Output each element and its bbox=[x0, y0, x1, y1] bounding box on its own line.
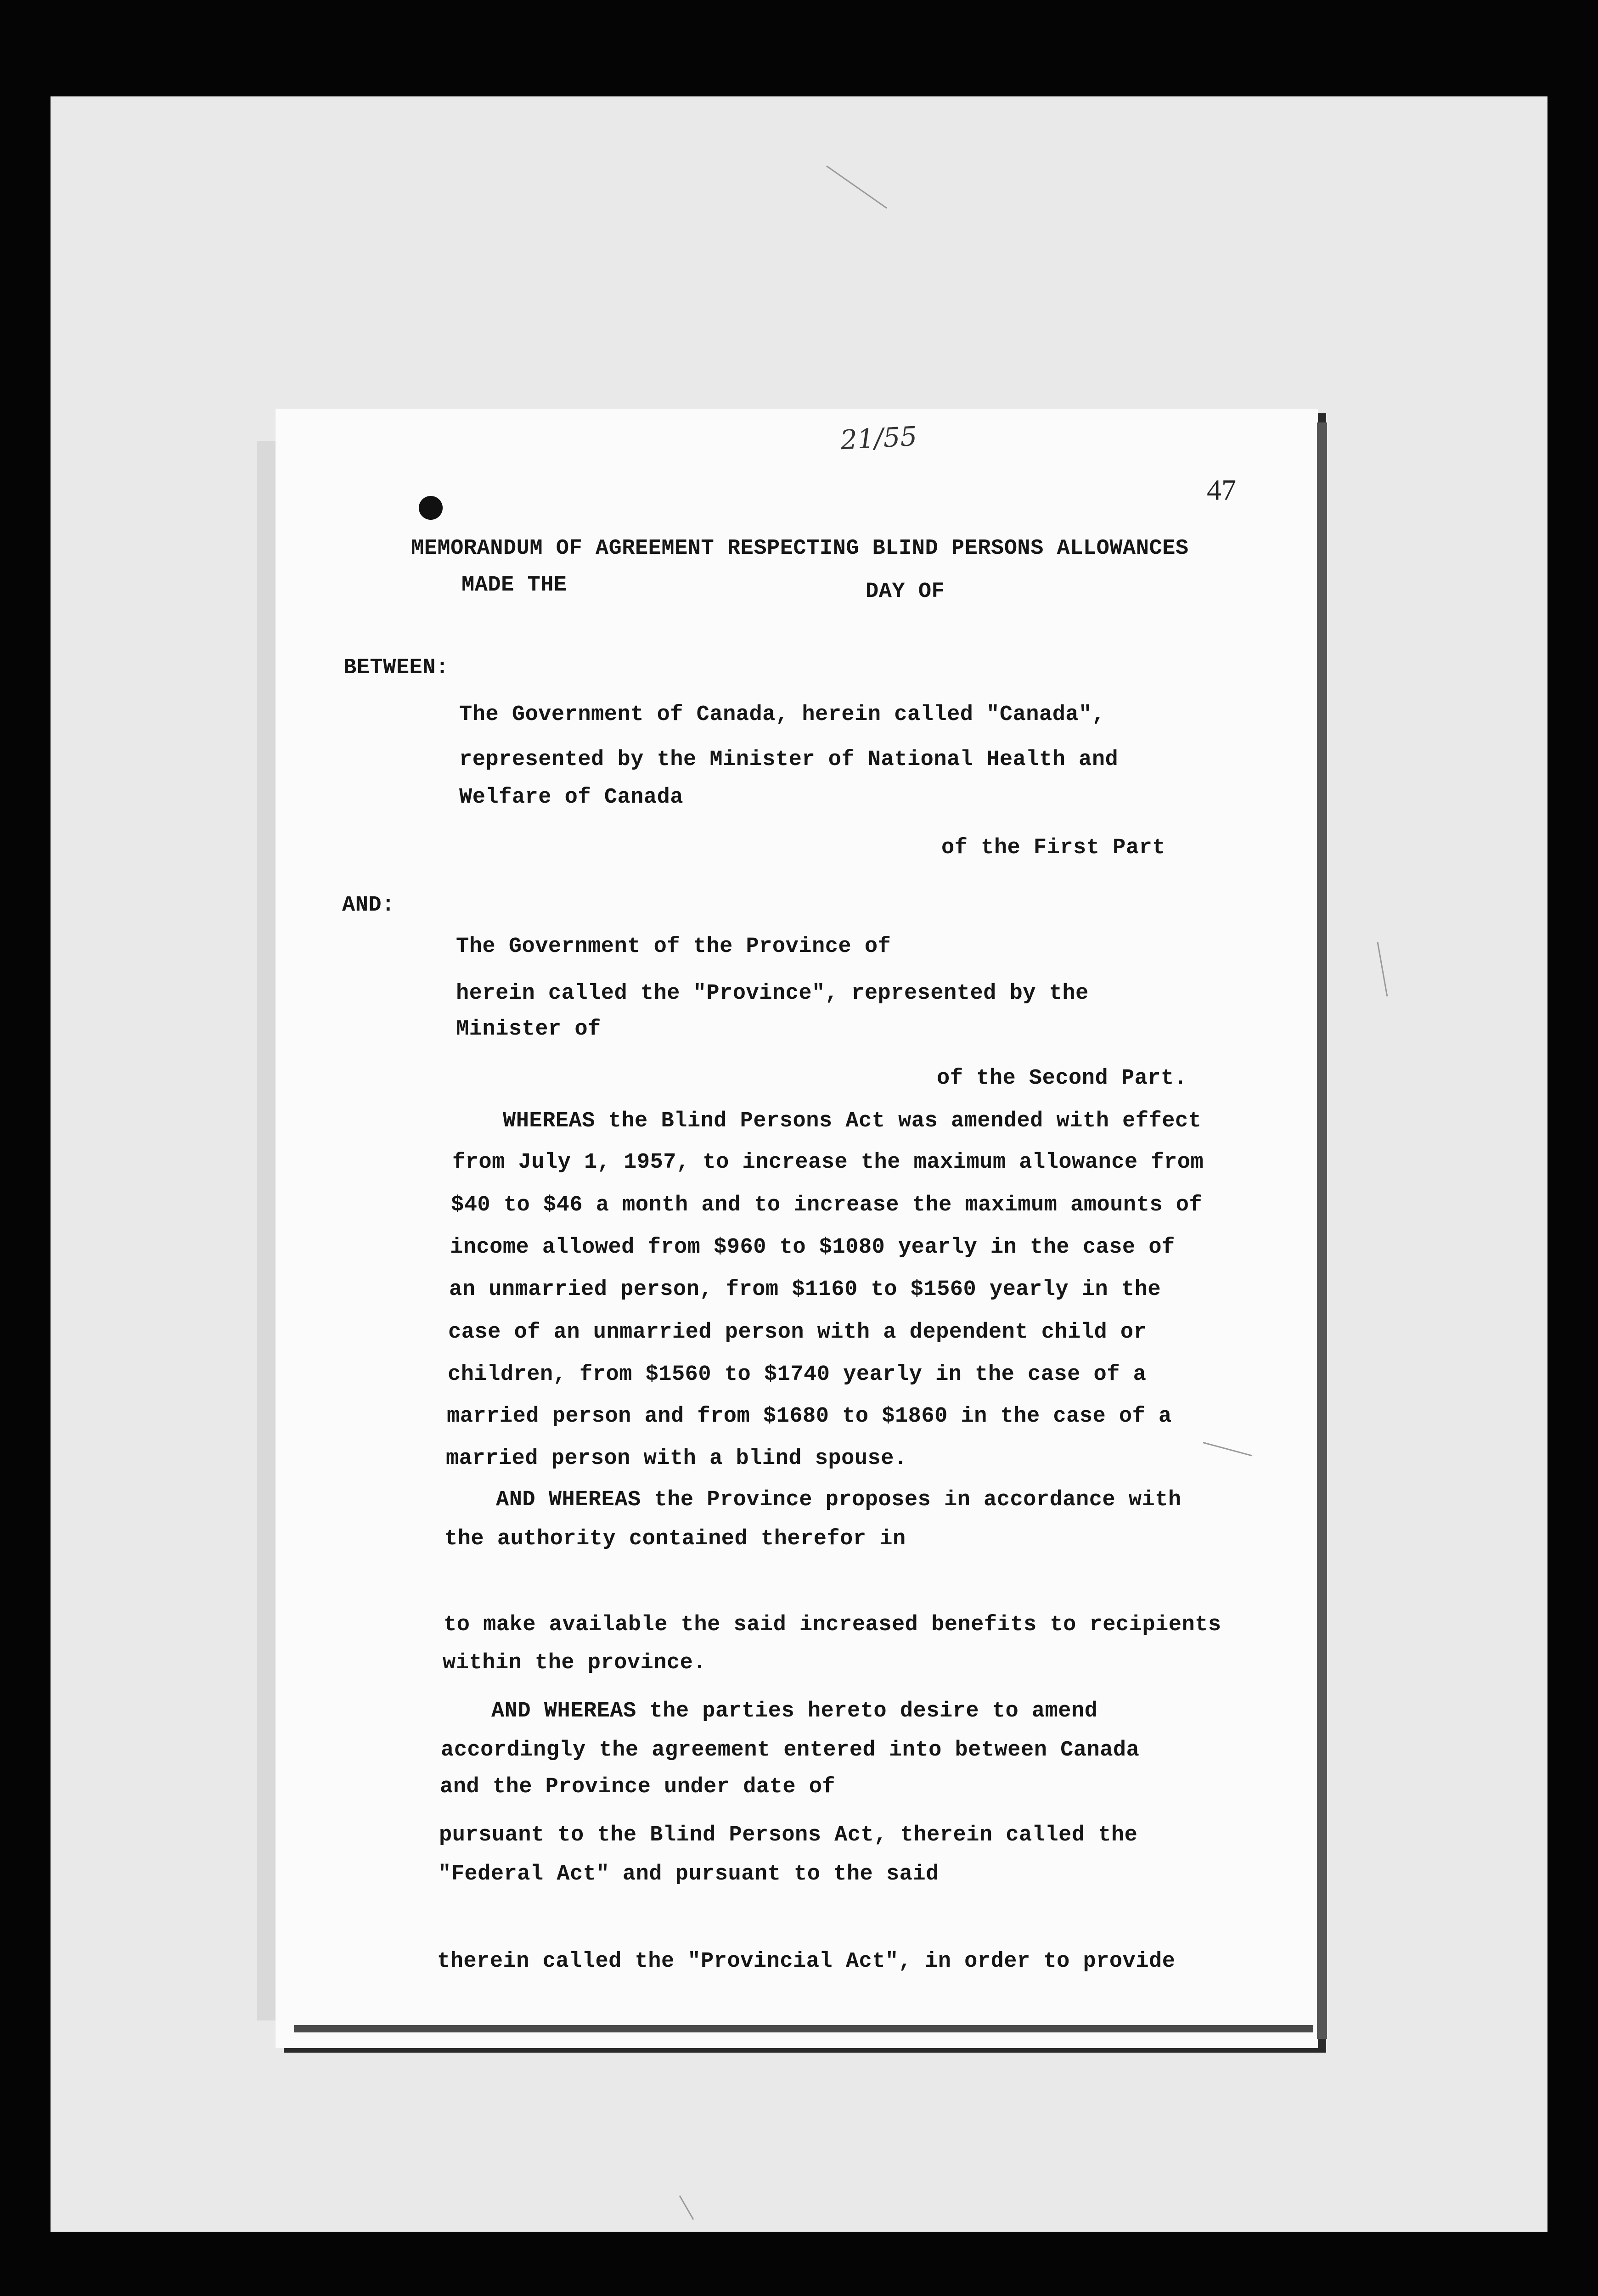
whereas-1-line-4: income allowed from $960 to $1080 yearly in the case of bbox=[450, 1235, 1175, 1260]
whereas-1-line-9: married person with a blind spouse. bbox=[446, 1446, 907, 1471]
between-label: BETWEEN: bbox=[343, 656, 449, 680]
whereas-1-line-8: married person and from $1680 to $1860 in the case of a bbox=[447, 1404, 1172, 1429]
page-number: 47 bbox=[1207, 473, 1236, 506]
whereas-1-line-3: $40 to $46 a month and to increase the maximum amounts of bbox=[451, 1193, 1203, 1217]
whereas-3-line-4: pursuant to the Blind Persons Act, therein called the bbox=[439, 1823, 1138, 1847]
whereas-2b-line-1: to make available the said increased benefits to recipients bbox=[444, 1613, 1221, 1637]
day-of-label: DAY OF bbox=[866, 580, 945, 604]
handwritten-note: 21/55 bbox=[839, 420, 918, 456]
and-line-1: The Government of the Province of bbox=[456, 934, 891, 959]
between-line-2: represented by the Minister of National Health and bbox=[459, 748, 1119, 772]
whereas-1-line-2: from July 1, 1957, to increase the maximum allowance from bbox=[452, 1150, 1204, 1175]
ink-blot bbox=[419, 496, 443, 520]
and-line-2: herein called the "Province", represented by the bbox=[456, 981, 1089, 1006]
whereas-3-line-3: and the Province under date of bbox=[440, 1775, 836, 1799]
page-edge-right bbox=[1317, 422, 1327, 2039]
and-line-3: Minister of bbox=[456, 1017, 601, 1041]
first-part-label: of the First Part bbox=[941, 836, 1165, 860]
whereas-2-line-2: the authority contained therefor in bbox=[445, 1527, 906, 1551]
whereas-1-line-7: children, from $1560 to $1740 yearly in the case of a bbox=[448, 1362, 1147, 1387]
document-page bbox=[276, 409, 1318, 2048]
whereas-2-line-1: AND WHEREAS the Province proposes in accordance with bbox=[496, 1488, 1182, 1512]
made-the-label: MADE THE bbox=[461, 573, 567, 597]
provincial-act-line: therein called the "Provincial Act", in order to provide bbox=[437, 1949, 1176, 1974]
between-line-1: The Government of Canada, herein called "Canada", bbox=[459, 703, 1105, 727]
whereas-1-line-1: WHEREAS the Blind Persons Act was amended with effect bbox=[503, 1109, 1202, 1133]
whereas-3-line-1: AND WHEREAS the parties hereto desire to amend bbox=[491, 1699, 1098, 1723]
whereas-3-line-5: "Federal Act" and pursuant to the said bbox=[438, 1862, 939, 1886]
whereas-3-line-2: accordingly the agreement entered into between Canada bbox=[441, 1738, 1140, 1762]
whereas-1-line-5: an unmarried person, from $1160 to $1560 yearly in the bbox=[449, 1277, 1161, 1302]
document-title: MEMORANDUM OF AGREEMENT RESPECTING BLIND PERSONS ALLOWANCES bbox=[411, 536, 1189, 561]
page-edge-bottom bbox=[294, 2025, 1313, 2032]
between-line-3: Welfare of Canada bbox=[459, 785, 683, 810]
and-label: AND: bbox=[342, 893, 395, 917]
second-part-label: of the Second Part. bbox=[937, 1066, 1187, 1091]
whereas-1-line-6: case of an unmarried person with a dependent child or bbox=[448, 1320, 1147, 1345]
whereas-2b-line-2: within the province. bbox=[443, 1651, 707, 1675]
